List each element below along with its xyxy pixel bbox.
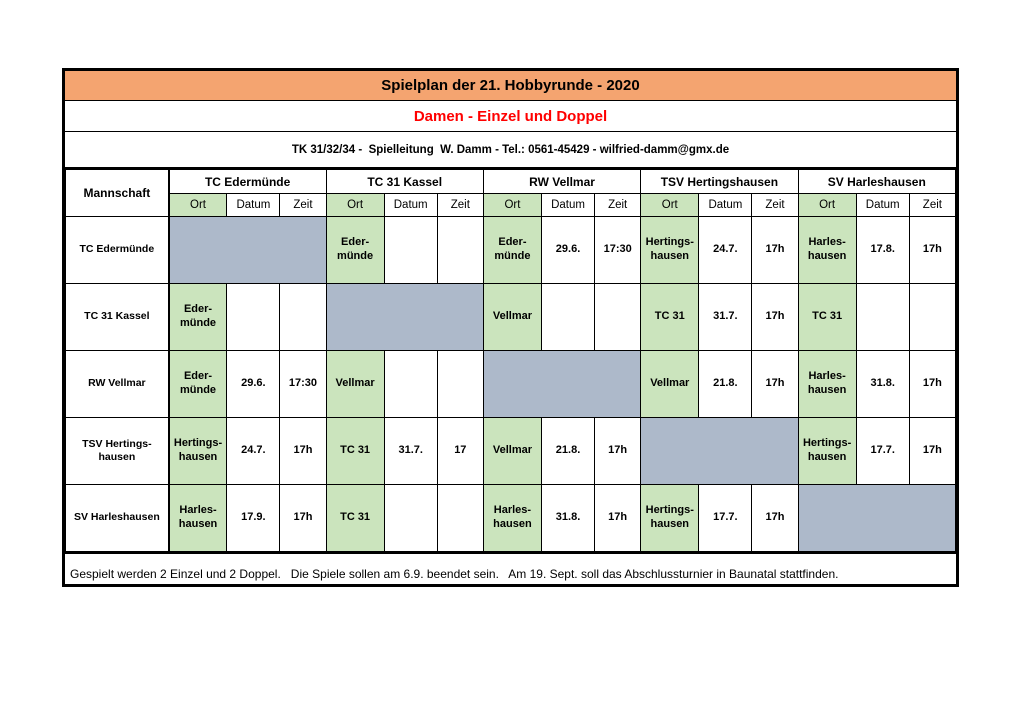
opponent-header: SV Harleshausen — [798, 170, 955, 194]
zeit-cell — [437, 217, 483, 284]
sub-header-datum: Datum — [227, 194, 280, 217]
zeit-cell: 17 — [437, 418, 483, 485]
datum-cell: 17.7. — [699, 485, 752, 552]
header-row-subcolumns — [66, 194, 956, 217]
category-title: Damen - Einzel und Doppel — [65, 101, 956, 132]
ort-cell: Harles-hausen — [798, 351, 856, 418]
datum-cell: 24.7. — [227, 418, 280, 485]
schedule-sheet — [62, 68, 959, 587]
zeit-cell: 17h — [909, 351, 955, 418]
zeit-cell — [909, 284, 955, 351]
self-match-cell — [641, 418, 798, 485]
sub-header-ort: Ort — [483, 194, 541, 217]
table-row — [66, 418, 956, 485]
zeit-cell — [595, 284, 641, 351]
opponent-header: RW Vellmar — [483, 170, 640, 194]
sub-header-zeit: Zeit — [437, 194, 483, 217]
footer-note: Gespielt werden 2 Einzel und 2 Doppel. Die Spiele sollen am 6.9. beendet sein. Am 19. Sept. soll das Abschlussturnier in Baunatal stattfinden. — [65, 552, 956, 584]
sub-header-zeit: Zeit — [280, 194, 326, 217]
ort-cell: Vellmar — [641, 351, 699, 418]
ort-cell: Eder-münde — [483, 217, 541, 284]
ort-cell: Hertings-hausen — [641, 485, 699, 552]
team-row-header: SV Harleshausen — [66, 485, 169, 552]
zeit-cell — [437, 351, 483, 418]
sub-header-zeit: Zeit — [595, 194, 641, 217]
datum-cell — [384, 351, 437, 418]
ort-cell: TC 31 — [798, 284, 856, 351]
datum-cell: 21.8. — [541, 418, 594, 485]
datum-cell — [227, 284, 280, 351]
sub-header-datum: Datum — [856, 194, 909, 217]
self-match-cell — [483, 351, 640, 418]
sub-header-ort: Ort — [169, 194, 227, 217]
datum-cell: 29.6. — [541, 217, 594, 284]
ort-cell: Vellmar — [483, 284, 541, 351]
sub-header-zeit: Zeit — [909, 194, 955, 217]
zeit-cell: 17:30 — [595, 217, 641, 284]
ort-cell: Vellmar — [483, 418, 541, 485]
datum-cell — [856, 284, 909, 351]
zeit-cell: 17h — [280, 418, 326, 485]
self-match-cell — [798, 485, 955, 552]
datum-cell — [384, 217, 437, 284]
header-row-teams — [66, 170, 956, 194]
ort-cell: TC 31 — [326, 418, 384, 485]
zeit-cell — [280, 284, 326, 351]
schedule-table — [65, 169, 956, 552]
sub-header-datum: Datum — [541, 194, 594, 217]
organizer-info: TK 31/32/34 - Spielleitung W. Damm - Tel.: 0561-45429 - wilfried-damm@gmx.de — [65, 132, 956, 169]
datum-cell: 17.9. — [227, 485, 280, 552]
ort-cell: Hertings-hausen — [641, 217, 699, 284]
self-match-cell — [326, 284, 483, 351]
datum-cell: 17.7. — [856, 418, 909, 485]
zeit-cell: 17h — [752, 217, 798, 284]
datum-cell: 31.7. — [384, 418, 437, 485]
page-title: Spielplan der 21. Hobbyrunde - 2020 — [65, 71, 956, 101]
zeit-cell: 17h — [595, 485, 641, 552]
ort-cell: TC 31 — [326, 485, 384, 552]
team-row-header: TC 31 Kassel — [66, 284, 169, 351]
zeit-cell: 17h — [280, 485, 326, 552]
self-match-cell — [169, 217, 326, 284]
datum-cell — [541, 284, 594, 351]
datum-cell: 24.7. — [699, 217, 752, 284]
zeit-cell: 17h — [909, 418, 955, 485]
datum-cell: 29.6. — [227, 351, 280, 418]
team-row-header: TC Edermünde — [66, 217, 169, 284]
zeit-cell: 17h — [752, 485, 798, 552]
zeit-cell — [437, 485, 483, 552]
zeit-cell: 17h — [909, 217, 955, 284]
corner-header: Mannschaft — [66, 170, 169, 217]
team-row-header: TSV Hertings-hausen — [66, 418, 169, 485]
opponent-header: TSV Hertingshausen — [641, 170, 798, 194]
datum-cell: 31.7. — [699, 284, 752, 351]
sub-header-zeit: Zeit — [752, 194, 798, 217]
opponent-header: TC 31 Kassel — [326, 170, 483, 194]
zeit-cell: 17h — [752, 351, 798, 418]
sub-header-datum: Datum — [384, 194, 437, 217]
datum-cell: 17.8. — [856, 217, 909, 284]
datum-cell — [384, 485, 437, 552]
sub-header-ort: Ort — [641, 194, 699, 217]
datum-cell: 31.8. — [541, 485, 594, 552]
table-row — [66, 485, 956, 552]
ort-cell: Harles-hausen — [483, 485, 541, 552]
team-row-header: RW Vellmar — [66, 351, 169, 418]
sub-header-ort: Ort — [798, 194, 856, 217]
ort-cell: Eder-münde — [326, 217, 384, 284]
ort-cell: Vellmar — [326, 351, 384, 418]
opponent-header: TC Edermünde — [169, 170, 326, 194]
datum-cell: 31.8. — [856, 351, 909, 418]
zeit-cell: 17h — [595, 418, 641, 485]
ort-cell: Eder-münde — [169, 351, 227, 418]
ort-cell: Eder-münde — [169, 284, 227, 351]
ort-cell: Hertings-hausen — [798, 418, 856, 485]
zeit-cell: 17h — [752, 284, 798, 351]
sub-header-datum: Datum — [699, 194, 752, 217]
ort-cell: TC 31 — [641, 284, 699, 351]
ort-cell: Hertings-hausen — [169, 418, 227, 485]
table-row — [66, 351, 956, 418]
ort-cell: Harles-hausen — [169, 485, 227, 552]
zeit-cell: 17:30 — [280, 351, 326, 418]
sub-header-ort: Ort — [326, 194, 384, 217]
table-row — [66, 284, 956, 351]
datum-cell: 21.8. — [699, 351, 752, 418]
ort-cell: Harles-hausen — [798, 217, 856, 284]
table-row — [66, 217, 956, 284]
